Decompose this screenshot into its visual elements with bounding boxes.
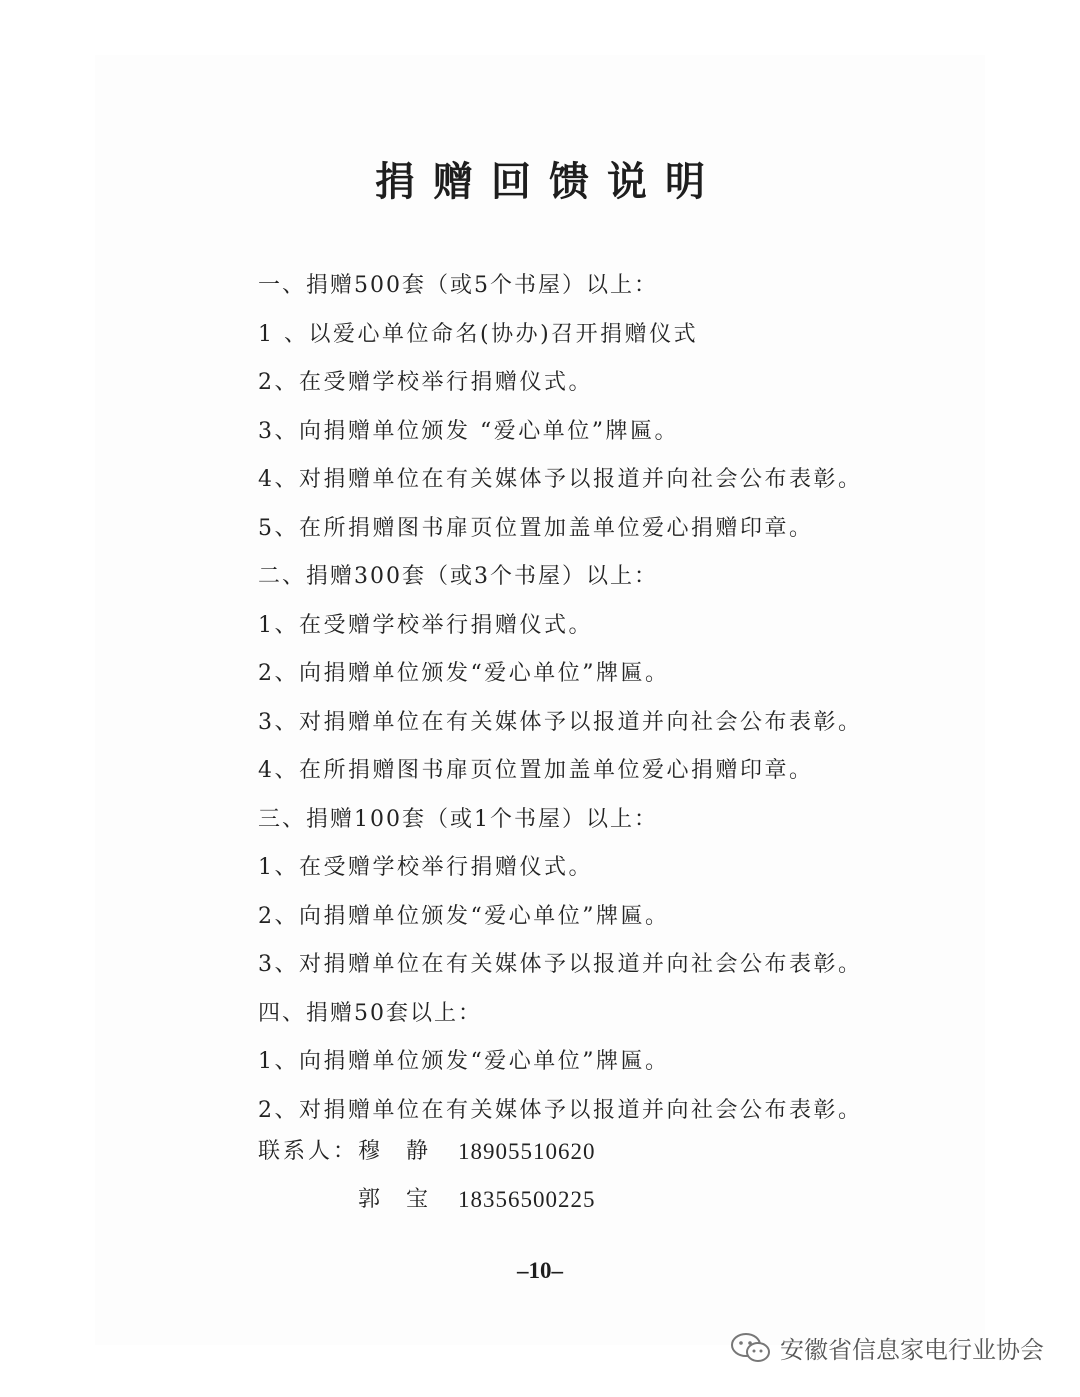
list-item: 2、在受赠学校举行捐赠仪式。 xyxy=(258,370,593,395)
list-item: 5、在所捐赠图书扉页位置加盖单位爱心捐赠印章。 xyxy=(258,515,814,541)
contact-label-spacer xyxy=(258,1176,358,1224)
list-item: 2、向捐赠单位颁发“爱心单位”牌匾。 xyxy=(258,661,670,686)
contact-label: 联系人： xyxy=(258,1139,359,1164)
list-item: 1 、以爱心单位命名(协办)召开捐赠仪式 xyxy=(258,321,699,347)
list-item: 1、在受赠学校举行捐赠仪式。 xyxy=(258,855,593,880)
section-heading-2: 二、捐赠300套（或3个书屋）以上： xyxy=(258,564,658,589)
list-item: 3、对捐赠单位在有关媒体予以报道并向社会公布表彰。 xyxy=(258,709,863,735)
list-item: 1、向捐赠单位颁发“爱心单位”牌匾。 xyxy=(258,1049,670,1074)
list-item: 2、对捐赠单位在有关媒体予以报道并向社会公布表彰。 xyxy=(258,1097,863,1123)
watermark xyxy=(730,1330,1044,1365)
list-item: 3、对捐赠单位在有关媒体予以报道并向社会公布表彰。 xyxy=(258,952,863,977)
contact-row xyxy=(258,1128,758,1176)
contact-block xyxy=(258,1128,758,1224)
document-body xyxy=(258,262,938,1135)
page-number: –10– xyxy=(517,1258,563,1283)
contact-name: 郭宝 xyxy=(358,1187,455,1212)
section-heading-1: 一、捐赠500套（或5个书屋）以上： xyxy=(258,273,658,298)
contact-row xyxy=(258,1176,758,1224)
list-item: 2、向捐赠单位颁发“爱心单位”牌匾。 xyxy=(258,903,670,929)
section-heading-3: 三、捐赠100套（或1个书屋）以上： xyxy=(258,806,658,832)
contact-name: 穆静 xyxy=(358,1139,455,1164)
list-item: 4、在所捐赠图书扉页位置加盖单位爱心捐赠印章。 xyxy=(258,758,814,783)
list-item: 4、对捐赠单位在有关媒体予以报道并向社会公布表彰。 xyxy=(258,467,863,492)
watermark-text: 安徽省信息家电行业协会 xyxy=(780,1336,1044,1364)
section-heading-4: 四、捐赠50套以上： xyxy=(258,1000,482,1026)
contact-phone: 18356500225 xyxy=(458,1187,596,1212)
document-title: 捐赠回馈说明 xyxy=(375,158,723,205)
contact-phone: 18905510620 xyxy=(458,1139,596,1164)
wechat-icon xyxy=(730,1332,772,1364)
list-item: 3、向捐赠单位颁发 “爱心单位”牌匾。 xyxy=(258,418,679,444)
list-item: 1、在受赠学校举行捐赠仪式。 xyxy=(258,612,593,638)
